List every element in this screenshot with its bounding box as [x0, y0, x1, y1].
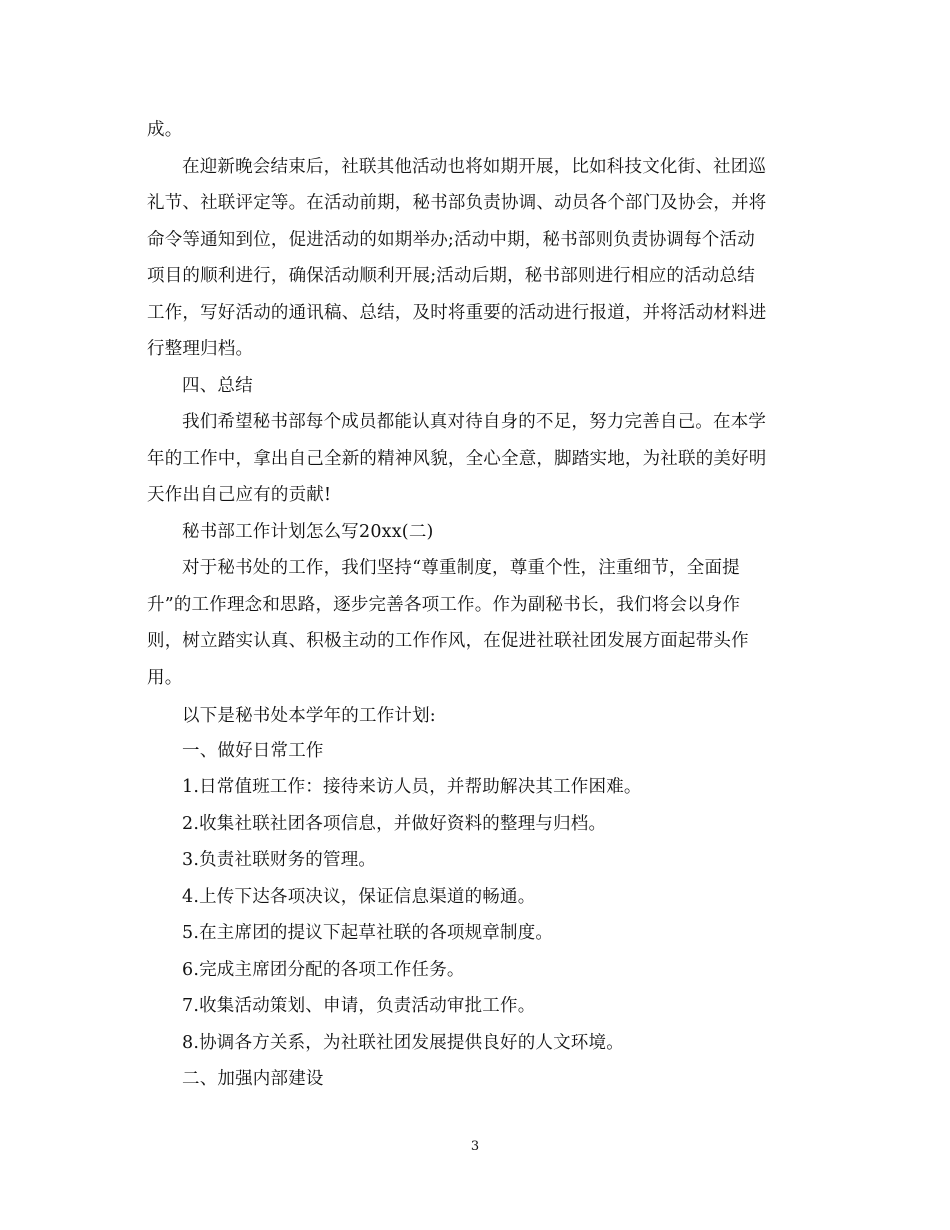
- list-item: 3.负责社联财务的管理。: [182, 850, 377, 870]
- section-heading: 一、做好日常工作: [182, 741, 324, 761]
- list-item: 6.完成主席团分配的各项工作任务。: [182, 960, 465, 980]
- text-line: 礼节、社联评定等。在活动前期，秘书部负责协调、动员各个部门及协会，并将: [147, 193, 767, 213]
- text-line: 行整理归档。: [147, 339, 254, 359]
- text-line: 年的工作中，拿出自己全新的精神风貌，全心全意，脚踏实地，为社联的美好明: [147, 449, 767, 469]
- text-line: 项目的顺利进行，确保活动顺利开展;活动后期，秘书部则进行相应的活动总结: [147, 266, 755, 286]
- list-item: 5.在主席团的提议下起草社联的各项规章制度。: [182, 923, 554, 943]
- section-heading: 二、加强内部建设: [182, 1069, 324, 1089]
- text-line: 升”的工作理念和思路，逐步完善各项工作。作为副秘书长，我们将会以身作: [147, 595, 741, 615]
- list-item: 8.协调各方关系，为社联社团发展提供良好的人文环境。: [182, 1033, 624, 1053]
- list-item: 1.日常值班工作：接待来访人员，并帮助解决其工作困难。: [182, 777, 642, 797]
- page-number: 3: [470, 1139, 480, 1154]
- section-heading: 四、总结: [182, 376, 253, 396]
- text-line: 成。: [147, 120, 183, 140]
- list-item: 2.收集社联社团各项信息，并做好资料的整理与归档。: [182, 814, 607, 834]
- paragraph-line: 以下是秘书处本学年的工作计划:: [182, 706, 436, 726]
- text-line: 则，树立踏实认真、积极主动的工作作风，在促进社联社团发展方面起带头作: [147, 631, 749, 651]
- document-subtitle: 秘书部工作计划怎么写20xx(二): [182, 522, 434, 542]
- list-item: 7.收集活动策划、申请，负责活动审批工作。: [182, 996, 536, 1016]
- paragraph-line: 我们希望秘书部每个成员都能认真对待自身的不足，努力完善自己。在本学: [182, 412, 767, 432]
- paragraph-line: 在迎新晚会结束后，社联其他活动也将如期开展，比如科技文化街、社团巡: [182, 157, 767, 177]
- text-line: 命令等通知到位，促进活动的如期举办;活动中期，秘书部则负责协调每个活动: [147, 230, 755, 250]
- text-line: 工作，写好活动的通讯稿、总结，及时将重要的活动进行报道，并将活动材料进: [147, 303, 767, 323]
- text-line: 天作出自己应有的贡献!: [147, 485, 332, 505]
- text-line: 用。: [147, 668, 183, 688]
- paragraph-line: 对于秘书处的工作，我们坚持“尊重制度，尊重个性，注重细节，全面提: [182, 558, 740, 578]
- list-item: 4.上传下达各项决议，保证信息渠道的畅通。: [182, 887, 536, 907]
